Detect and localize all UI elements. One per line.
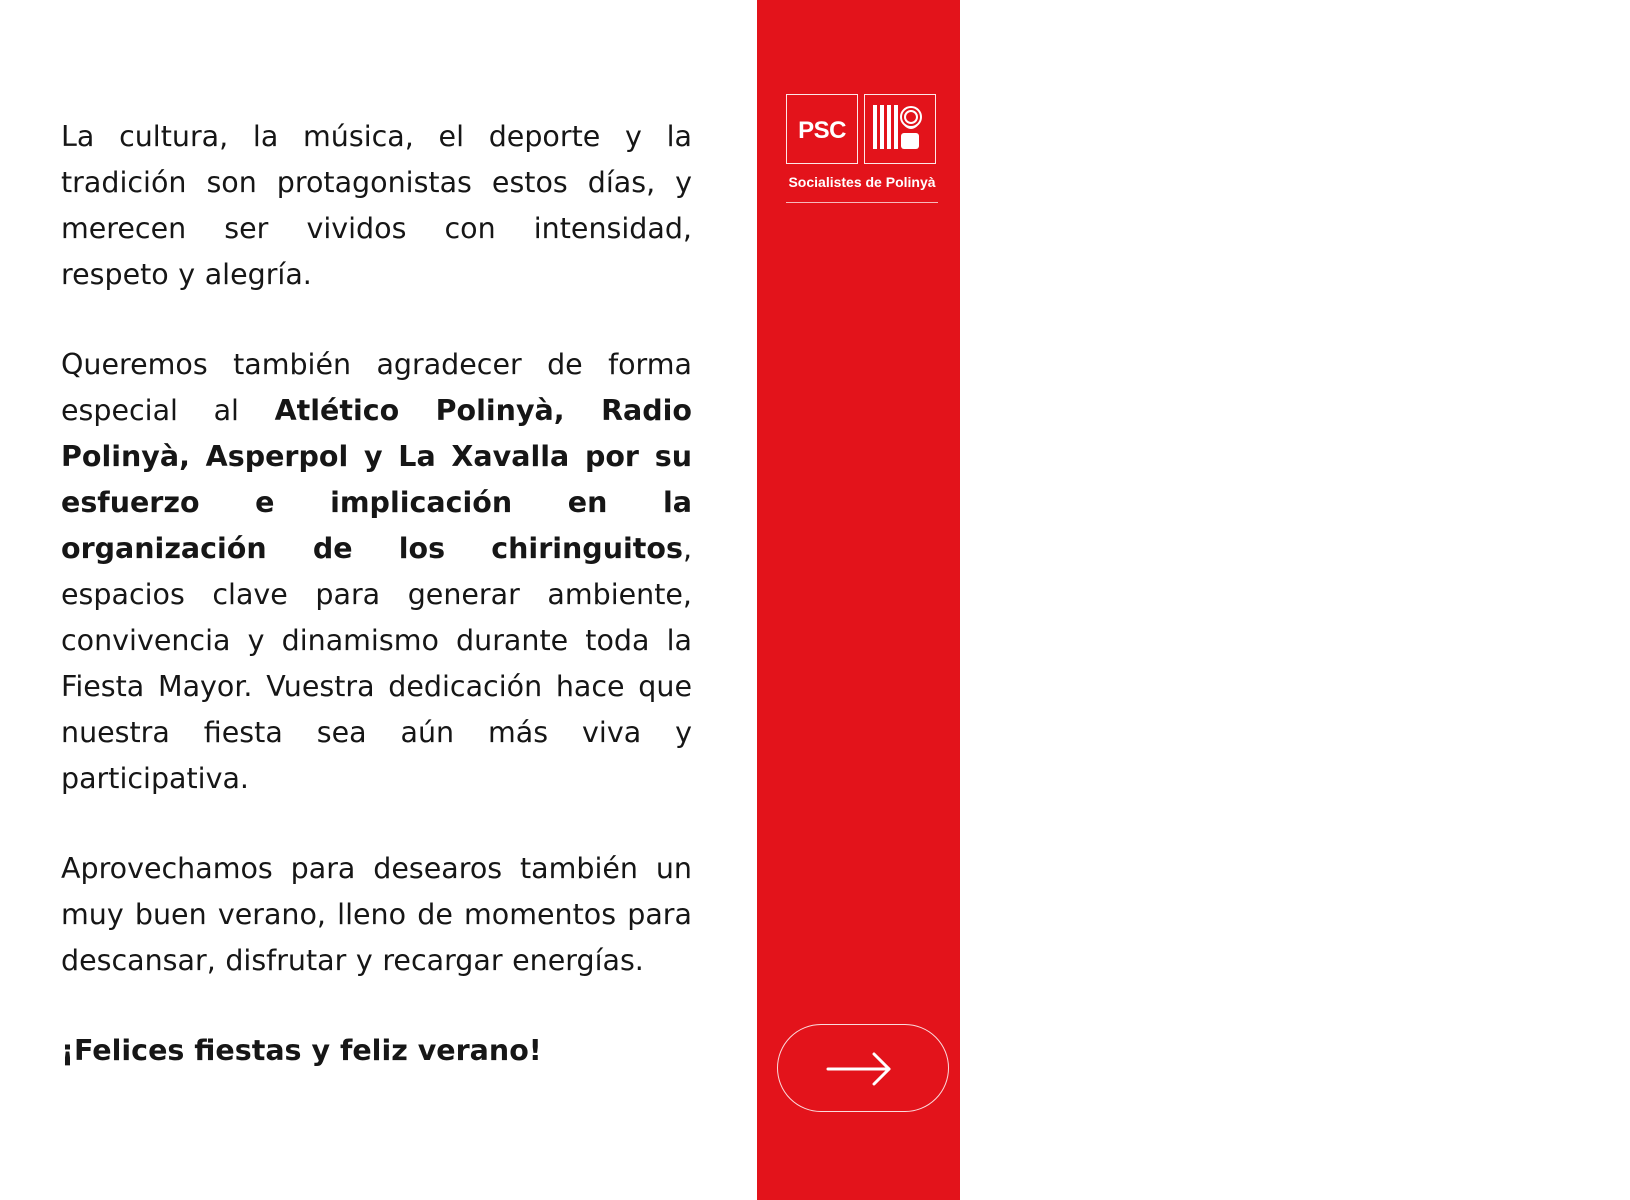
bulletin-date: JULIO 2025 (1586, 318, 1629, 527)
thanks-rest: , espacios clave para generar ambiente, convivencia y dinamismo durante toda la Fiesta Mayor. Vuestra dedicación hace que nuestra fiesta sea aún más viva y participativa. (61, 532, 692, 795)
bulletin-title: BOLETÍN MUNICIPAL (1586, 552, 1629, 938)
psc-logo-text: PSC (798, 117, 846, 144)
sidebar (757, 0, 1629, 1200)
thanks-organizations: Atlético Polinyà, Radio Polinyà, Asperpol y La Xavalla por su esfuerzo e implicación en la organización de los chiringuitos (61, 394, 692, 565)
logo-divider (786, 202, 938, 203)
paragraph-thanks (61, 342, 692, 802)
thanks-intro: Queremos también agradecer de forma especial al (61, 348, 692, 427)
paragraph-culture: La cultura, la música, el deporte y la tradición son protagonistas estos días, y merecen ser vividos con intensidad, respeto y alegría. (61, 120, 692, 291)
paragraph-summer: Aprovechamos para desearos también un muy buen verano, lleno de momentos para descansar, disfrutar y recargar energías. (61, 852, 692, 977)
rose-fist-icon (864, 94, 936, 164)
next-page-button[interactable] (777, 1024, 949, 1112)
psc-logo (786, 94, 938, 206)
closing-greeting: ¡Felices fiestas y feliz verano! (61, 1034, 542, 1067)
psc-logo-wordmark (786, 94, 858, 164)
arrow-right-icon (825, 1049, 901, 1089)
bulletin-vertical-title (1587, 318, 1630, 938)
psc-logo-subtitle: Socialistes de Polinyà (788, 174, 936, 190)
letter-body (61, 114, 692, 1074)
